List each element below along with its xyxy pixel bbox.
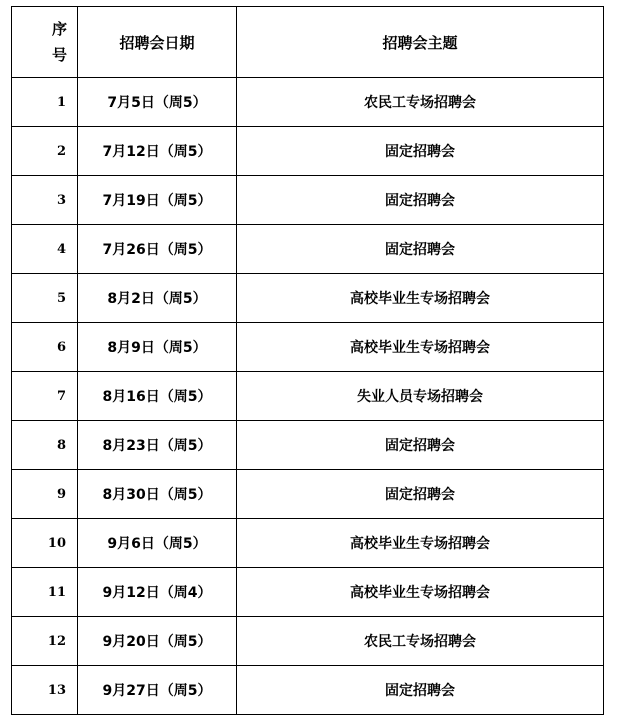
row-date: 8月30日（周5） xyxy=(78,470,237,519)
table-body xyxy=(12,78,604,715)
row-seq: 13 xyxy=(12,666,78,715)
table-row xyxy=(12,78,604,127)
row-topic: 固定招聘会 xyxy=(237,421,604,470)
table-row xyxy=(12,666,604,715)
row-seq: 7 xyxy=(12,372,78,421)
row-topic: 失业人员专场招聘会 xyxy=(237,372,604,421)
row-date: 8月2日（周5） xyxy=(78,274,237,323)
row-topic: 固定招聘会 xyxy=(237,176,604,225)
row-date: 8月23日（周5） xyxy=(78,421,237,470)
table-row xyxy=(12,372,604,421)
row-seq: 12 xyxy=(12,617,78,666)
row-seq: 4 xyxy=(12,225,78,274)
table-row xyxy=(12,274,604,323)
row-date: 8月16日（周5） xyxy=(78,372,237,421)
row-date: 9月6日（周5） xyxy=(78,519,237,568)
table-header-row xyxy=(12,7,604,78)
row-topic: 固定招聘会 xyxy=(237,225,604,274)
row-topic: 农民工专场招聘会 xyxy=(237,78,604,127)
header-seq-bottom: 号 xyxy=(51,46,67,64)
row-seq: 2 xyxy=(12,127,78,176)
row-seq: 6 xyxy=(12,323,78,372)
table-row xyxy=(12,323,604,372)
row-seq: 11 xyxy=(12,568,78,617)
row-date: 7月5日（周5） xyxy=(78,78,237,127)
row-seq: 1 xyxy=(12,78,78,127)
row-seq: 10 xyxy=(12,519,78,568)
job-fair-schedule-table xyxy=(11,6,604,715)
row-seq: 9 xyxy=(12,470,78,519)
row-topic: 高校毕业生专场招聘会 xyxy=(237,323,604,372)
row-seq: 5 xyxy=(12,274,78,323)
row-seq: 8 xyxy=(12,421,78,470)
table-row xyxy=(12,176,604,225)
row-date: 9月27日（周5） xyxy=(78,666,237,715)
row-topic: 固定招聘会 xyxy=(237,470,604,519)
header-topic: 招聘会主题 xyxy=(237,7,604,78)
row-date: 9月20日（周5） xyxy=(78,617,237,666)
table-row xyxy=(12,519,604,568)
header-seq xyxy=(12,7,78,78)
row-topic: 高校毕业生专场招聘会 xyxy=(237,274,604,323)
table-row xyxy=(12,470,604,519)
row-topic: 固定招聘会 xyxy=(237,127,604,176)
table-row xyxy=(12,617,604,666)
row-topic: 高校毕业生专场招聘会 xyxy=(237,519,604,568)
table-row xyxy=(12,225,604,274)
row-topic: 高校毕业生专场招聘会 xyxy=(237,568,604,617)
row-date: 7月26日（周5） xyxy=(78,225,237,274)
row-date: 9月12日（周4） xyxy=(78,568,237,617)
header-seq-top: 序 xyxy=(51,20,67,38)
table-row xyxy=(12,127,604,176)
row-date: 7月12日（周5） xyxy=(78,127,237,176)
row-topic: 固定招聘会 xyxy=(237,666,604,715)
row-date: 8月9日（周5） xyxy=(78,323,237,372)
table-row xyxy=(12,421,604,470)
table-row xyxy=(12,568,604,617)
row-seq: 3 xyxy=(12,176,78,225)
header-date: 招聘会日期 xyxy=(78,7,237,78)
row-topic: 农民工专场招聘会 xyxy=(237,617,604,666)
row-date: 7月19日（周5） xyxy=(78,176,237,225)
